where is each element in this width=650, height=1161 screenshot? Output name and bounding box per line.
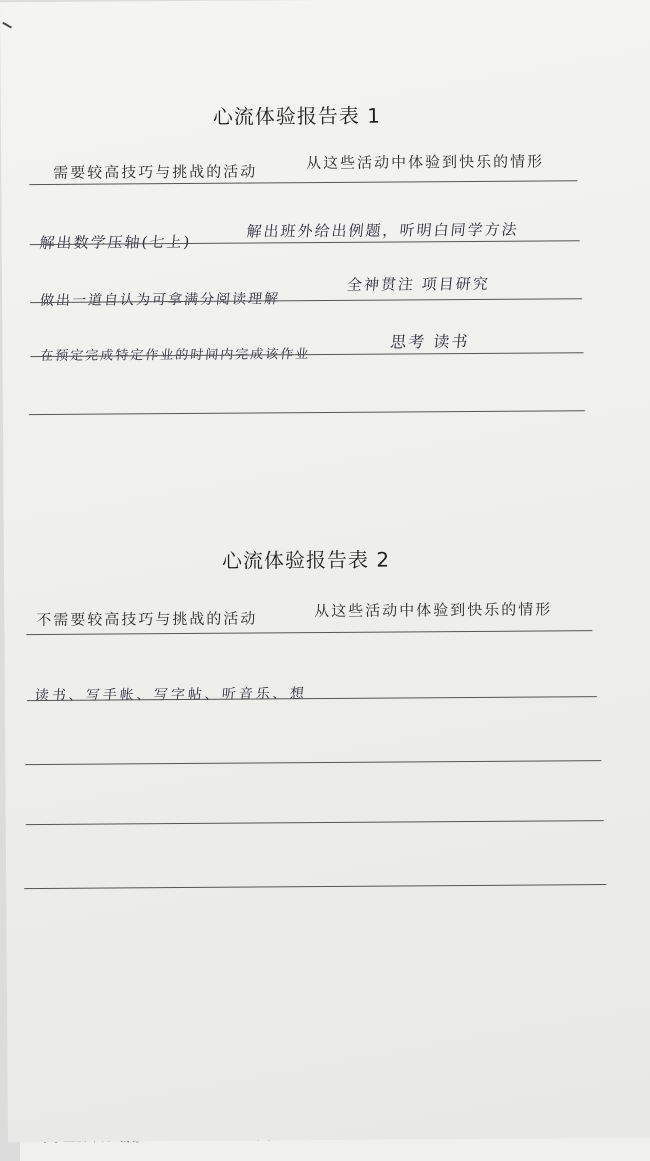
table1-row2-right: 全神贯注 项目研究 (346, 274, 491, 294)
table2-rule-4 (26, 820, 604, 825)
table1-rule-5 (29, 410, 585, 415)
table1-row1-left: 解出数学压轴(七上) (38, 232, 193, 253)
table2-rule-3 (25, 760, 601, 765)
table1-row1-right: 解出班外给出例题，听明白同学方法 (245, 220, 520, 241)
table1-col-right-header: 从这些活动中体验到快乐的情形 (306, 152, 545, 173)
table2-col-right-header: 从这些活动中体验到快乐的情形 (314, 600, 553, 621)
table2-title: 心流体验报告表 2 (221, 547, 391, 573)
table2-col-left-header: 不需要较高技巧与挑战的活动 (36, 609, 258, 630)
table1-row3-left: 在预定完成特定作业的时间内完成该作业 (39, 347, 312, 365)
corner-mark (2, 22, 12, 29)
table1-row2-left: 做出一道自认为可拿满分阅读理解 (39, 291, 281, 310)
table2-rule-1 (26, 630, 592, 635)
table1-title: 心流体验报告表 1 (212, 103, 381, 129)
table1-col-left-header: 需要较高技巧与挑战的活动 (53, 162, 258, 182)
table2-row1-left: 读书、写手帐、写字帖、听音乐、想 (33, 686, 308, 705)
table1-row3-right: 思考 读书 (389, 331, 471, 352)
table2-rule-5 (24, 884, 606, 889)
